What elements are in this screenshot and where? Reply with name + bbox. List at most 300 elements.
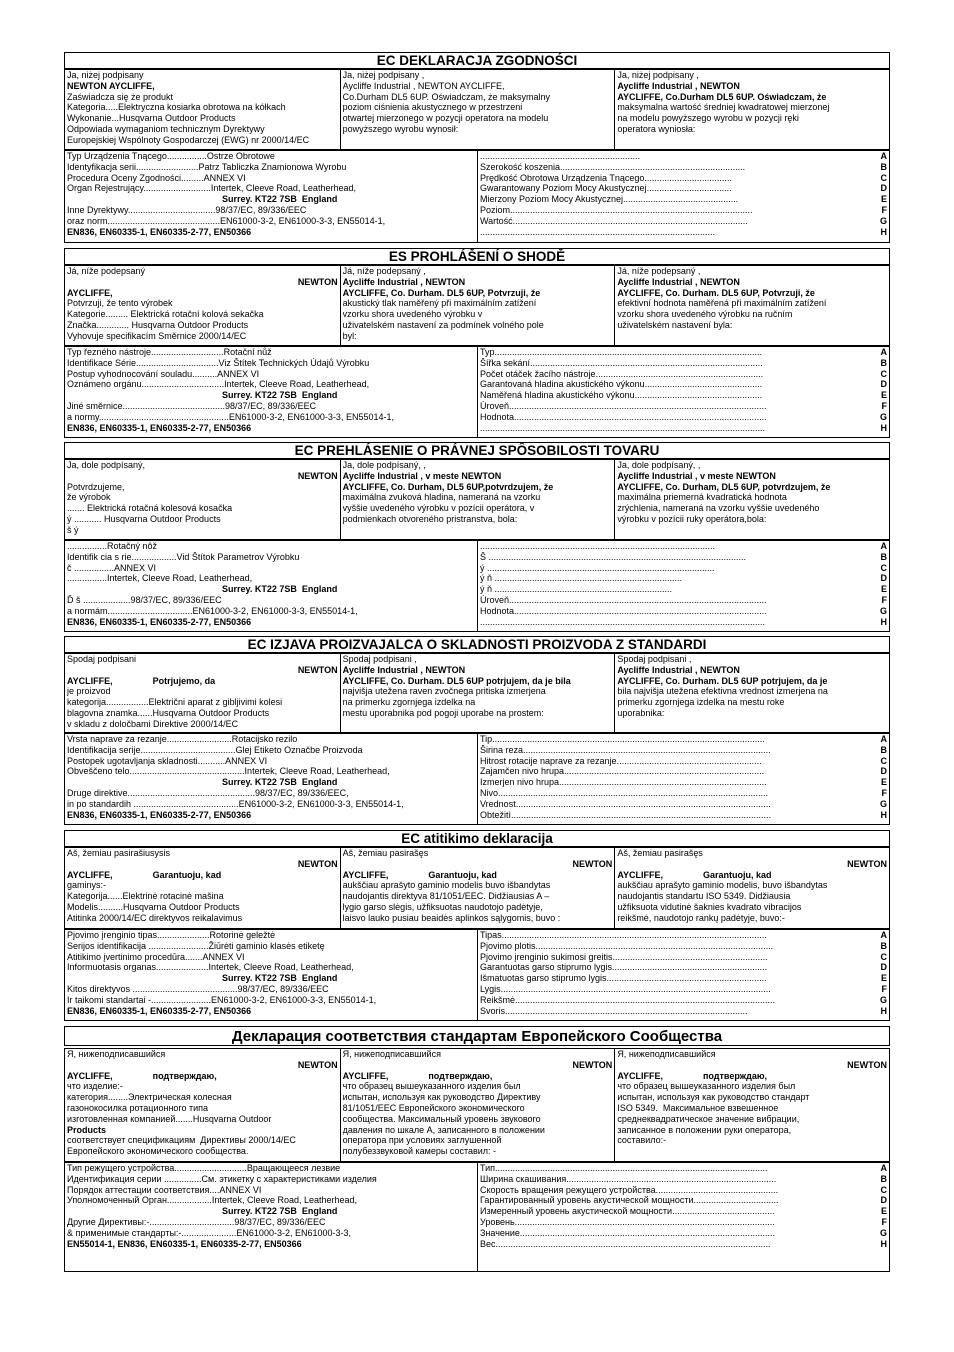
measurement-letter: F [881, 594, 887, 605]
measurement-letter: D [880, 183, 887, 194]
declarant-line: Ja, dole podpísaný, , [342, 460, 426, 470]
declarant-line: AYCLIFFE, Garantuoju, kad [67, 869, 222, 880]
spec-line: Postup vyhodnocování souladu..........ANNEX VI [67, 368, 260, 379]
measurement-letter: E [880, 973, 887, 984]
measurement-letter: D [880, 766, 887, 777]
declarant-line: NEWTON [297, 276, 338, 287]
declarant-line: Atitinka 2000/14/EC direktyvos reikalavimus [67, 912, 243, 923]
spec-line: Тип режущего устройства.............................Вращающееся лезвие [67, 1163, 341, 1173]
measurement-row [480, 810, 887, 821]
declarant-line: AYCLIFFE, Co. Durham. DL5 6UP potrjujem, da je bila [342, 675, 571, 686]
measurement-letter: H [880, 616, 887, 627]
section-4-title: EC IZJAVA PROIZVAJALCA O SKLADNOSTI PROIZVODA Z STANDARDI [64, 636, 890, 653]
declarant-line: Aycliffe Industrial , NEWTON [342, 276, 466, 287]
declarant-line: NEWTON [847, 1059, 887, 1070]
measurement-row [480, 1228, 887, 1239]
measurement-label: Tipas.......................................................................................................... [480, 930, 767, 940]
declarant-line: laisvo lauko pusiau beaidės aplinkos sąlygomis, buvo : [342, 912, 561, 923]
measurement-label: Vrednost...................................................................................................... [480, 798, 771, 809]
measurement-row [480, 606, 887, 617]
spec-line: Vrsta naprave za rezanje..........................Rotacijsko rezilo [67, 734, 298, 744]
declarant-line: Европейского экономического сообщества. [67, 1146, 249, 1157]
measurement-row [480, 1185, 887, 1196]
section-1-col1 [65, 70, 340, 149]
measurement-row [480, 734, 887, 745]
spec-line: Typ řezného nástroje.............................Rotační nůž [67, 347, 272, 357]
measurement-label: Širina reza................................................................................................... [480, 744, 771, 755]
measurement-row [480, 973, 887, 984]
spec-line: Identifikace Série.................................Viz Štítek Technických Údajů Výrobku [67, 357, 370, 368]
declarant-line: ISO 5349. Максимальное взвешенное [617, 1102, 779, 1113]
declarant-line: aukščiau aprašyto gaminio modelis, buvo išbandytas [617, 880, 828, 891]
spec-line: Surrey. KT22 7SB England [222, 973, 338, 984]
declarant-line: Ja, dole podpísaný, , [617, 460, 701, 470]
measurement-label: ................................................................ [480, 151, 641, 161]
measurement-row [480, 777, 887, 788]
declarant-line: primerku zgornjega izdelka na mestu roke [617, 697, 785, 708]
spec-line: Organ Rejestrujący...........................Intertek, Cleeve Road, Leatherhead, [67, 183, 356, 194]
declarant-line: Ja, niżej podpisany , [617, 70, 699, 80]
measurement-label: Šířka sekání............................................................................................. [480, 357, 763, 368]
declarant-line: AYCLIFFE, Garantuoju, kad [342, 869, 497, 880]
declarant-line: ý ........... Husqvarna Outdoor Products [67, 513, 221, 524]
measurement-letter: G [879, 215, 887, 226]
measurement-row [480, 962, 887, 973]
spec-line: in po standardih ..........................................EN61000-3-2, EN61000-3-3, EN55014-1, [67, 798, 404, 809]
declarant-line: Ja, niżej podpisany , [342, 70, 425, 80]
declarant-line: Vyhovuje specifikacím Směrnice 2000/14/EC [67, 330, 247, 341]
measurement-letter: A [880, 541, 887, 551]
declarant-line: Kategorie......... Elektrická rotační kolová sekačka [67, 309, 264, 320]
declarant-line: что образец вышеуказанного изделия был [617, 1081, 796, 1092]
measurement-letter: F [881, 204, 887, 215]
declarant-line: byl: [342, 330, 357, 341]
measurement-row [480, 390, 887, 401]
measurement-row [480, 401, 887, 412]
measurement-letter: H [880, 226, 887, 237]
declarant-line: Aycliffe Industrial , NEWTON [617, 80, 740, 91]
declarant-line: AYCLIFFE, Co. Durham, DL5 6UP, potvrdzujem, že [617, 481, 831, 492]
measurement-letter: B [880, 161, 887, 172]
measurement-letter: C [880, 172, 887, 183]
spec-line: Inne Dyrektywy...................................98/37/EC, 89/336/EEC [67, 204, 307, 215]
declarant-line: среднеквадратическое значение вибрации, [617, 1113, 800, 1124]
section-2-title: ES PROHLÁŠENÍ O SHODĚ [64, 248, 890, 265]
section-6-spec-row [64, 1162, 890, 1272]
section-5-title: EC atitikimo deklaracija [64, 830, 890, 847]
declarant-line: výrobku v pozícii ruky operátora,bola: [617, 513, 767, 524]
measurement-label: Naměřená hladina akustického výkonu................................................... [480, 390, 763, 401]
declarant-line: AYCLIFFE, Garantuoju, kad [617, 869, 772, 880]
measurement-row [480, 183, 887, 194]
declarant-line: что изделие:- [67, 1081, 123, 1092]
measurement-row [480, 941, 887, 952]
spec-line: Informuotasis organas.....................Intertek, Cleeve Road, Leatherhead, [67, 962, 354, 973]
section-2-spec-right [477, 347, 889, 437]
declarant-line: соответствует спецификациям Директивы 2000/14/EC [67, 1135, 296, 1146]
measurement-label: Poziom................................................................................................. [480, 204, 753, 215]
measurement-label: Тип............................................................................................................. [480, 1163, 768, 1173]
spec-line: Порядок аттестации соответствия....ANNEX VI [67, 1184, 262, 1195]
declarant-line: maksymalna wartość średniej kwadratowej mierzonej [617, 102, 830, 113]
spec-line: Druge direktive...................................................98/37/EC, 89/336/EEC, [67, 787, 349, 798]
section-2-col3 [614, 266, 889, 345]
section-6-spec-left [65, 1163, 477, 1271]
declarant-line: NEWTON [297, 470, 338, 481]
declarant-line: Ja, dole podpísaný, [67, 460, 146, 470]
measurement-row [480, 347, 887, 358]
declarant-line: категория........Электрическая колесная [67, 1092, 232, 1103]
declarant-line: что образец вышеуказанного изделия был [342, 1081, 521, 1092]
declarant-line: AYCLIFFE, подтверждаю, [67, 1070, 217, 1081]
declarant-line: Aycliffe Industrial , v meste NEWTON [617, 470, 776, 481]
declarant-line: Odpowiada wymaganiom technicznym Dyrektywy [67, 123, 265, 134]
measurement-letter: E [880, 194, 887, 205]
declarant-line: aukščiau aprašyto gaminio modelis buvo išbandytas [342, 880, 551, 891]
declarant-line: lygio garso slėgis, užfiksuotas naudotojo padėtyje, [342, 901, 543, 912]
section-6-spec-right [477, 1163, 889, 1271]
declarant-line: na modelu powyższego wyrobu w pozycji ręki [617, 113, 799, 124]
measurement-row [480, 1174, 887, 1185]
declarant-line: Modelis..........Husqvarna Outdoor Products [67, 901, 240, 912]
section-1-spec-right [477, 151, 889, 242]
measurement-label: Reikšmė........................................................................................................ [480, 994, 776, 1005]
declarant-line: AYCLIFFE, подтверждаю, [342, 1070, 493, 1081]
declarant-line: Zaświadcza się że produkt [67, 91, 174, 102]
section-3-spec-left [65, 541, 477, 631]
declarant-line: Aycliffe Industrial , v meste NEWTON [342, 470, 502, 481]
measurement-label: Úroveň....................................................................................................... [480, 400, 767, 411]
measurement-letter: A [880, 151, 887, 161]
section-3-col2 [340, 460, 615, 539]
measurement-label: Obtežitì........................................................................................................ [480, 809, 772, 820]
declarant-line: составило:- [617, 1135, 667, 1146]
declarant-line: bila najvišja utežena efektivna vrednost izmerjena na [617, 686, 828, 697]
measurement-row [480, 930, 887, 941]
declarant-line: AYCLIFFE, Potrjujemo, da [67, 675, 216, 686]
measurement-label: Pjovimo plotis............................................................................................... [480, 940, 774, 951]
measurement-row [480, 595, 887, 606]
spec-line: ................Intertek, Cleeve Road, Leatherhead, [67, 573, 253, 584]
declarant-line: maximálna zvuková hladina, nameraná na vzorku [342, 492, 541, 503]
measurement-letter: C [880, 755, 887, 766]
declarant-line: Aycliffe Industrial , NEWTON [617, 664, 740, 675]
section-6-col3 [614, 1049, 889, 1161]
spec-line: Ir taikomi standartai -........................EN61000-3-2, EN61000-3-3, EN55014-1, [67, 994, 377, 1005]
spec-line: Ď š ...................98/37/EC, 89/336/EEC [67, 594, 222, 605]
measurement-label: Izmerjen nivo hrupa................................................................................... [480, 777, 767, 788]
section-4-col1 [65, 654, 340, 732]
declarant-line: Značka............. Husqvarna Outdoor Products [67, 319, 249, 330]
section-1-declarant-row [64, 69, 890, 150]
section-1-col3 [614, 70, 889, 149]
spec-line: Postopek ugotavljanja skladnosti...........ANNEX VI [67, 755, 268, 766]
measurement-row [480, 952, 887, 963]
section-6-title: Декларация соответствия стандартам Европейского Сообщества [64, 1026, 890, 1046]
measurement-row [480, 1206, 887, 1217]
section-4-spec-right [477, 734, 889, 824]
spec-line: Typ Urządzenia Tnącego................Ostrze Obrotowe [67, 151, 275, 161]
section-1-title: EC DEKLARACJA ZGODNOŚCI [64, 52, 890, 69]
declarant-line: Aycliffe Industrial , NEWTON AYCLIFFE, [342, 80, 505, 91]
declarant-line: akustický tlak naměřený při maximálním zatížení [342, 298, 537, 309]
measurement-label: Уровень........................................................................................................ [480, 1216, 775, 1227]
declarant-line: Spodaj podpisani , [342, 654, 417, 664]
measurement-row [480, 573, 887, 584]
declarant-line: Я, нижеподписавшийся [67, 1049, 166, 1059]
declarant-line: Kategorija......Elektrinė rotacinė mašina [67, 891, 224, 902]
spec-line: Surrey. KT22 7SB England [222, 584, 338, 595]
measurement-row [480, 563, 887, 574]
measurement-row [480, 756, 887, 767]
measurement-label: Garantuotas garso stiprumo lygis.............................................................. [480, 962, 768, 973]
declarant-line: Potvrdzujeme, [67, 481, 125, 492]
measurement-label: Svoris................................................................................................. [480, 1005, 748, 1016]
measurement-row [480, 379, 887, 390]
measurement-label: ý ........................................................................................... [480, 562, 715, 573]
measurement-row [480, 799, 887, 810]
declarant-line: Aycliffe Industrial , NEWTON [342, 664, 466, 675]
measurement-letter: A [880, 734, 887, 744]
measurement-label: Mierzony Poziom Mocy Akustycznej.............................................. [480, 194, 739, 205]
measurement-label: Š ....................................................................................................... [480, 551, 747, 562]
declarant-line: давления по шкале A, записанного в положении [342, 1124, 545, 1135]
section-4-col3 [614, 654, 889, 732]
declarant-line: AYCLIFFE, Co. Durham, DL5 6UP,potvrdzujem, že [342, 481, 554, 492]
measurement-letter: F [881, 400, 887, 411]
measurement-letter: C [880, 1184, 887, 1195]
section-3-col1 [65, 460, 340, 539]
declarant-line: ....... Elektrická rotačná kolesová kosačka [67, 503, 233, 514]
declarant-line: записанное в положении руки оператора, [617, 1124, 792, 1135]
spec-line: a normy....................................................EN61000-3-2, EN61000-3-3, EN55014-1, [67, 411, 394, 422]
spec-line: EN836, EN60335-1, EN60335-2-77, EN50366 [67, 616, 252, 627]
declarant-line: AYCLIFFE, Co. Durham. DL5 6UP, Potvrzuji, že [342, 287, 541, 298]
spec-line: Pjovimo įrenginio tipas.....................Rotorinė geležtė [67, 930, 276, 940]
spec-line: Identyfikacja serii.........................Patrz Tabliczka Znamionowa Wyrobu [67, 161, 347, 172]
declarant-line: otwartej mierzonego w pozycji operatora na modelu [342, 113, 549, 124]
measurement-label: .............................................................................................. [480, 541, 716, 551]
declarant-line: NEWTON [847, 858, 887, 869]
measurement-label: Значение...................................................................................................... [480, 1227, 775, 1238]
spec-line: Уполномоченный Орган..................Intertek, Cleeve Road, Leatherhead, [67, 1195, 358, 1206]
declarant-line: Spodaj podpisani [67, 654, 137, 664]
declarant-line: na primerku zgornjega izdelka na [342, 697, 476, 708]
declarant-line: podmienkach otvoreného pristranstva, bola: [342, 513, 518, 524]
declarant-line: uživatelském nastavení za podmínek volného pole [342, 319, 544, 330]
declarant-line: š ý [67, 524, 79, 535]
section-6-col2 [340, 1049, 615, 1161]
measurement-row [480, 205, 887, 216]
section-5-col2 [340, 848, 615, 928]
section-5-spec-left [65, 930, 477, 1020]
section-2-declarant-row [64, 265, 890, 346]
measurement-letter: G [879, 411, 887, 422]
measurement-letter: A [880, 930, 887, 940]
section-3-spec-right [477, 541, 889, 631]
declarant-line: Aš, žemiau pasirašęs [342, 848, 429, 858]
declarant-line: reikšmė, naudotojo rankų padėtyje, buvo:- [617, 912, 785, 923]
measurement-row [480, 1217, 887, 1228]
declarant-line: v skladu z določbami Direktive 2000/14/EC [67, 718, 239, 729]
declarant-line: naudojantis standartu ISO 5349. Didžiausia [617, 891, 791, 902]
declarant-line: Já, níže podepsaný , [617, 266, 701, 276]
declarant-line: je proizvod [67, 686, 111, 697]
spec-line: Идентификация серии ...............См. этикетку с характеристиками изделия [67, 1173, 377, 1184]
declarant-line: NEWTON [297, 664, 338, 675]
declarant-line: оператора при условиях заглушенной [342, 1135, 502, 1146]
declarant-line: NEWTON [572, 858, 613, 869]
measurement-letter: E [880, 777, 887, 788]
declarant-line: uporabnika: [617, 707, 665, 718]
spec-line: Surrey. KT22 7SB England [222, 194, 338, 205]
declarant-line: Я, нижеподписавшийся [617, 1049, 716, 1059]
measurement-label: Hodnota..................................................................................................... [480, 411, 767, 422]
spec-line: Identifik cia s rie..................Vid Štítok Parametrov Výrobku [67, 551, 300, 562]
measurement-label: Gwarantowany Poziom Mocy Akustycznej.................................. [480, 183, 732, 194]
measurement-row [480, 423, 887, 434]
measurement-letter: D [880, 962, 887, 973]
declarant-line: Kategoria.....Elektryczna kosiarka obrotowa na kółkach [67, 102, 286, 113]
measurement-letter: C [880, 951, 887, 962]
declarant-line: vzorku shora uvedeného výrobku na ručním [617, 309, 793, 320]
section-1-spec-left [65, 151, 477, 242]
spec-line: EN55014-1, EN836, EN60335-1, EN60335-2-77, EN50366 [67, 1238, 302, 1249]
declarant-line: poziom ciśnienia akustycznego w przestrzeni [342, 102, 523, 113]
section-4-spec-left [65, 734, 477, 824]
section-5-spec-right [477, 930, 889, 1020]
measurement-row [480, 584, 887, 595]
spec-line: & применимые стандарты:-......................EN61000-3-2, EN61000-3-3, [67, 1227, 351, 1238]
measurement-row [480, 1195, 887, 1206]
measurement-row [480, 552, 887, 563]
section-5-spec-row [64, 929, 890, 1021]
measurement-letter: G [879, 798, 887, 809]
spec-line: Другие Директивы:-..................................98/37/EC, 89/336/EEC [67, 1216, 326, 1227]
measurement-row [480, 1006, 887, 1017]
spec-line: ................Rotačný nôž [67, 541, 158, 551]
spec-line: č ................ANNEX VI [67, 562, 157, 573]
declarant-line: naudojantis direktyva 81/1051/EEC. Didžiausias A – [342, 891, 550, 902]
declarant-line: uživatelském nastavení byla: [617, 319, 733, 330]
declarant-line: NEWTON [572, 1059, 613, 1070]
spec-line: Surrey. KT22 7SB England [222, 390, 338, 401]
measurement-letter: G [879, 605, 887, 616]
measurement-letter: E [880, 584, 887, 595]
declarant-line: AYCLIFFE, [67, 287, 113, 298]
measurement-label: Измеренный уровень акустической мощности......................................... [480, 1206, 775, 1217]
spec-line: Oznámeno orgánu.................................Intertek, Cleeve Road, Leatherhead, [67, 379, 370, 390]
spec-line: Surrey. KT22 7SB England [222, 777, 338, 788]
measurement-letter: F [881, 983, 887, 994]
section-5-col1 [65, 848, 340, 928]
spec-line: Atitikimo įvertinimo procedūra.......ANNEX VI [67, 951, 245, 962]
section-5-declarant-row [64, 847, 890, 929]
measurement-letter: B [880, 940, 887, 951]
declarant-line: Products [67, 1124, 107, 1135]
declarant-line: AYCLIFFE, Co. Durham. DL5 6UP potrjujem, da je [617, 675, 828, 686]
measurement-letter: E [880, 390, 887, 401]
section-1-col2 [340, 70, 615, 149]
declarant-line: Já, níže podepsaný [67, 266, 146, 276]
declarant-line: газонокосилка ротационного типа [67, 1102, 209, 1113]
declarant-line: mestu uporabnika pod pogoji uporabe na prostem: [342, 707, 544, 718]
declarant-line: испытан, используя как руководство стандарт [617, 1092, 810, 1103]
section-4-declarant-row [64, 653, 890, 733]
section-3-declarant-row [64, 459, 890, 540]
measurement-label: Išmatuotas garso stiprumo lygis................................................................ [480, 973, 767, 984]
measurement-row [480, 412, 887, 423]
measurement-label: Lygis............................................................................................................ [480, 983, 771, 994]
measurement-label: Wartość.............................................................................................. [480, 215, 748, 226]
declarant-line: AYCLIFFE, подтверждаю, [617, 1070, 768, 1081]
measurement-label: ý ň ........................................................................... [480, 573, 683, 584]
measurement-row [480, 788, 887, 799]
section-3-title: EC PREHLÁSENIE O PRÁVNEJ SPÔSOBILOSTI TOVARU [64, 442, 890, 459]
measurement-label: Prędkość Obrotowa Urządzenia Tnącego................................... [480, 172, 732, 183]
declarant-line: NEWTON [297, 1059, 338, 1070]
measurement-label: Počet otáček žacího nástroje................................................................... [480, 368, 764, 379]
measurement-label: Garantovaná hladina akustického výkonu............................................... [480, 379, 763, 390]
section-2-col1 [65, 266, 340, 345]
measurement-label: Úroveň....................................................................................................... [480, 594, 767, 605]
measurement-letter: B [880, 551, 887, 562]
measurement-row [480, 151, 887, 162]
spec-line: oraz norm.............................................EN61000-3-2, EN61000-3-3, EN55014-1, [67, 215, 386, 226]
spec-line: Identifikacija serije......................................Glej Etiketo Označbe Proizvoda [67, 744, 363, 755]
declarant-line: изготовленная компанией.......Husqvarna Outdoor [67, 1113, 272, 1124]
section-2-spec-row [64, 346, 890, 438]
measurement-row [480, 995, 887, 1006]
declarant-line: испытан, используя как руководство Директиву [342, 1092, 541, 1103]
measurement-letter: B [880, 744, 887, 755]
measurement-label: .................................................................................................................. [480, 422, 766, 433]
spec-line: EN836, EN60335-1, EN60335-2-77, EN50366 [67, 226, 252, 237]
measurement-label: Typ........................................................................................................... [480, 347, 763, 357]
declarant-line: Já, níže podepsaný , [342, 266, 426, 276]
measurement-letter: H [880, 1238, 887, 1249]
measurement-letter: G [879, 1227, 887, 1238]
section-3-col3 [614, 460, 889, 539]
measurement-label: ý ň ....................................................................... [480, 584, 673, 595]
declarant-line: gaminys:- [67, 880, 107, 891]
spec-line: Serijos identifikacija ........................Žiūrėti gaminio klasės etiketę [67, 940, 325, 951]
declarant-line: užfiksuota vidutinė šaknies kvadrato vibracijos [617, 901, 802, 912]
declarant-line: blagovna znamka......Husqvarna Outdoor Products [67, 707, 270, 718]
declarant-line: operatora wyniosła: [617, 123, 696, 134]
measurement-row [480, 216, 887, 227]
section-5-col3 [614, 848, 889, 928]
measurement-label: .................................................................................................................. [480, 616, 766, 627]
measurement-letter: D [880, 573, 887, 584]
measurement-label: Nivo............................................................................................................ [480, 787, 769, 798]
spec-line: EN836, EN60335-1, EN60335-2-77, EN50366 [67, 1005, 252, 1016]
measurement-letter: G [879, 994, 887, 1005]
declarant-line: Aš, žemiau pasirašęs [617, 848, 703, 858]
spec-line: Surrey. KT22 7SB England [222, 1206, 338, 1217]
declarant-line: Aš, žemiau pasirašiusysis [67, 848, 171, 858]
declarant-line: NEWTON [297, 858, 338, 869]
measurement-label: Hodnota..................................................................................................... [480, 605, 767, 616]
declarant-line: AYCLIFFE, Co.Durham DL5 6UP. Oświadczam, że [617, 91, 827, 102]
section-2-spec-left [65, 347, 477, 437]
declarant-line: vyššie uvedeného výrobku v pozícii operátora, v [342, 503, 535, 514]
declarant-line: maximálna priemerná kvadratická hodnota [617, 492, 787, 503]
declarant-line: kategorija.................Električni aparat z gibljivimi kolesi [67, 697, 283, 708]
measurement-row [480, 617, 887, 628]
measurement-label: Гарантированный уровень акустической мощности.................................. [480, 1195, 779, 1206]
declarant-line: Ja, niżej podpisany [67, 70, 144, 80]
